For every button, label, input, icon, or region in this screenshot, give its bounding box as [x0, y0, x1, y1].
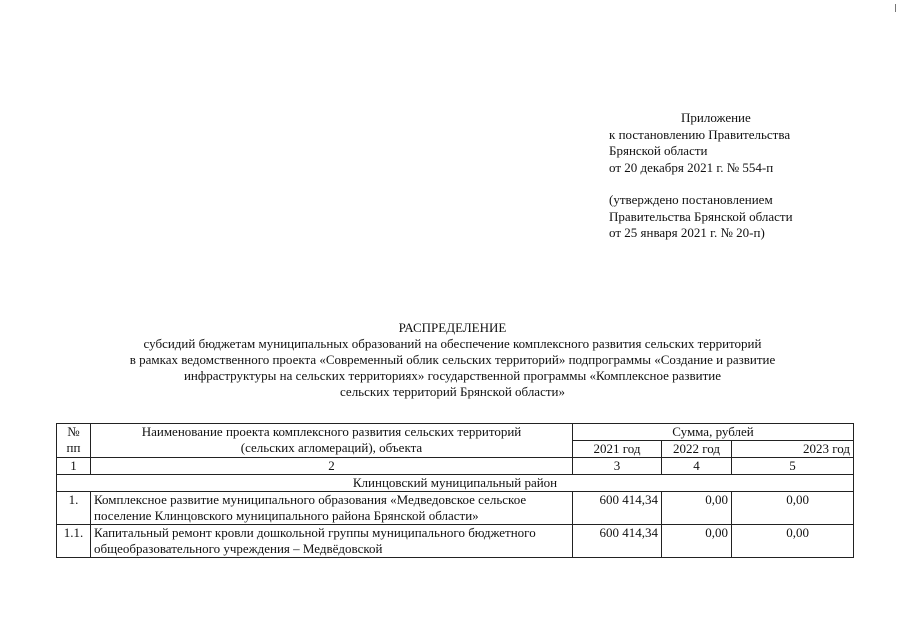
title-line: сельских территорий Брянской области»: [340, 384, 565, 399]
table-header-row: [57, 424, 854, 441]
column-number-row: [57, 458, 854, 475]
appendix-line: Брянской области: [609, 143, 708, 158]
section-title: Клинцовский муниципальный район: [57, 475, 854, 492]
row-sum-2022: 0,00: [662, 492, 732, 525]
header-sum: Сумма, рублей: [573, 424, 854, 441]
header-year-2021: 2021 год: [573, 441, 662, 458]
col-number: 3: [573, 458, 662, 475]
row-name: Капитальный ремонт кровли дошкольной группы муниципального бюджетного общеобразовательного учреждения – Медвёдовской: [91, 525, 573, 558]
header-name: Наименование проекта комплексного развития сельских территорий (сельских агломераций), объекта: [91, 424, 573, 458]
col-number: 5: [732, 458, 854, 475]
col-number: 1: [57, 458, 91, 475]
row-name: Комплексное развитие муниципального образования «Медведовское сельское поселение Клинцовского муниципального района Брянской области»: [91, 492, 573, 525]
title-line: инфраструктуры на сельских территориях» государственной программы «Комплексное развитие: [183, 368, 722, 383]
row-sum-2023: 0,00: [732, 492, 854, 525]
row-num: 1.: [57, 492, 91, 525]
appendix-block: [609, 110, 793, 242]
col-number: 4: [662, 458, 732, 475]
table-row: [57, 492, 854, 525]
title-line: субсидий бюджетам муниципальных образований на обеспечение комплексного развития сельских территорий: [143, 336, 762, 351]
row-sum-2022: 0,00: [662, 525, 732, 558]
approved-line: (утверждено постановлением: [609, 192, 773, 207]
row-num: 1.1.: [57, 525, 91, 558]
approved-line: Правительства Брянской области: [609, 208, 793, 224]
section-row: [57, 475, 854, 492]
title-heading: РАСПРЕДЕЛЕНИЕ: [398, 320, 507, 335]
appendix-line: от 20 декабря 2021 г. № 554-п: [609, 159, 774, 175]
header-year-2022: 2022 год: [662, 441, 732, 458]
row-sum-2021: 600 414,34: [573, 525, 662, 558]
header-year-2023: 2023 год: [732, 441, 854, 458]
row-sum-2021: 600 414,34: [573, 492, 662, 525]
header-num: № пп: [57, 424, 91, 458]
distribution-table: [56, 423, 854, 558]
document-title: [0, 320, 905, 400]
title-line: в рамках ведомственного проекта «Современный облик сельских территорий» подпрограммы «Создание и развитие: [129, 352, 776, 367]
col-number: 2: [91, 458, 573, 475]
scan-mark: [895, 4, 896, 12]
row-sum-2023: 0,00: [732, 525, 854, 558]
appendix-line: Приложение: [681, 110, 751, 125]
table-row: [57, 525, 854, 558]
approved-line: от 25 января 2021 г. № 20-п): [609, 225, 765, 240]
appendix-line: к постановлению Правительства: [609, 126, 791, 142]
